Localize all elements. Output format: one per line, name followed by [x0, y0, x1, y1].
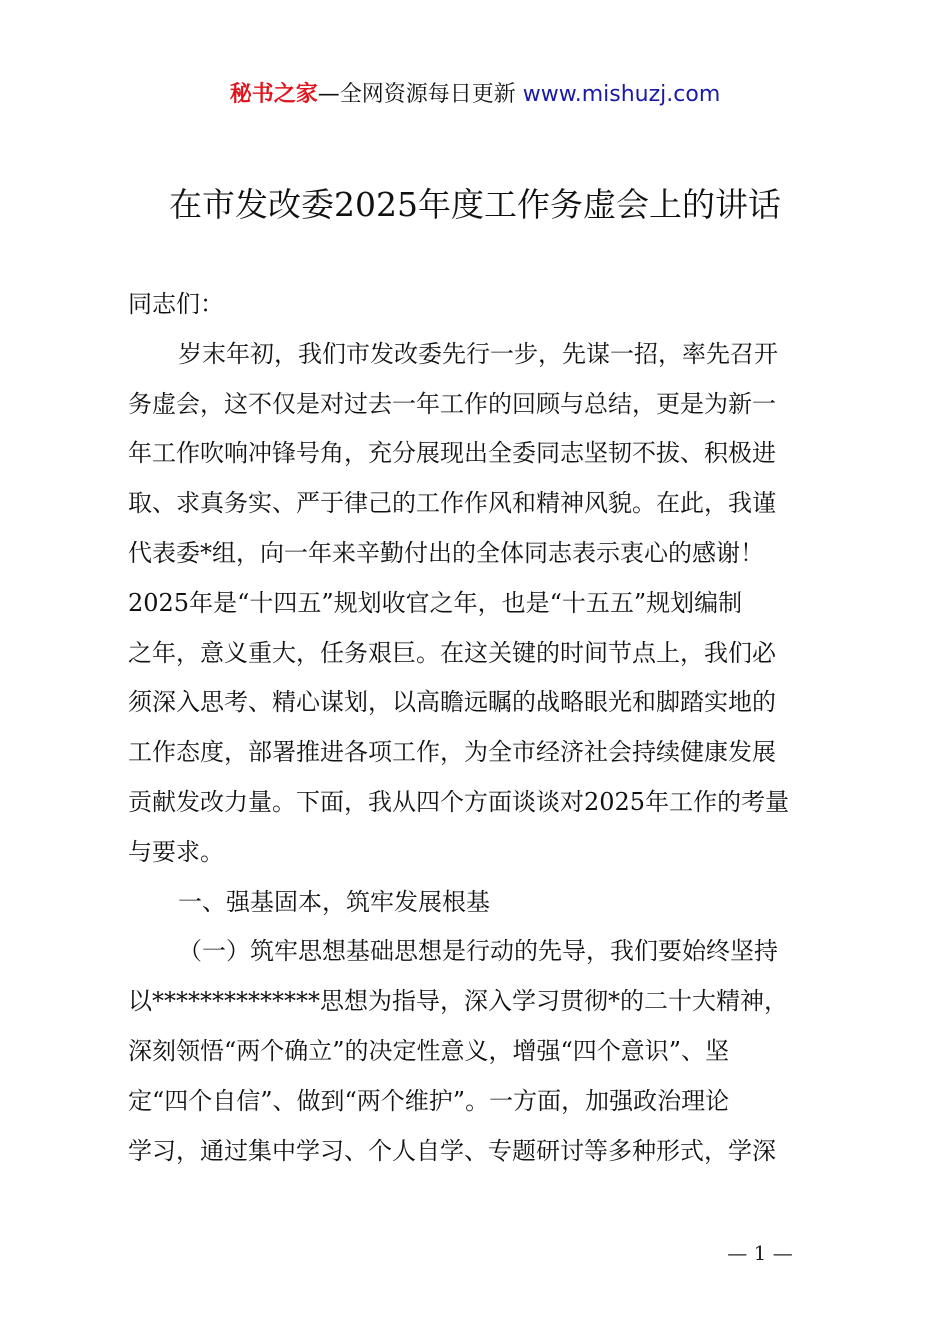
body-line: 岁末年初，我们市发改委先行一步，先谋一招，率先召开 [178, 339, 778, 368]
body-line: 以**************思想为指导，深入学习贯彻*的二十大精神， [128, 987, 788, 1016]
header-brand: 秘书之家 [229, 82, 318, 107]
body-line: （一）筑牢思想基础思想是行动的先导，我们要始终坚持 [178, 937, 778, 966]
salutation: 同志们： [128, 290, 224, 318]
body-line: 务虚会，这不仅是对过去一年工作的回顾与总结，更是为新一 [128, 389, 776, 418]
document-title: 在市发改委2025年度工作务虚会上的讲话 [169, 185, 781, 224]
body-line: 定“四个自信”、做到“两个维护”。一方面，加强政治理论 [128, 1086, 730, 1115]
header-url-link[interactable]: www.mishuzj.com [522, 82, 721, 107]
body-line: 年工作吹响冲锋号角，充分展现出全委同志坚韧不拔、积极进 [128, 439, 776, 468]
body-line: 深刻领悟“两个确立”的决定性意义，增强“四个意识”、坚 [128, 1036, 730, 1065]
body-line: 贡献发改力量。下面，我从四个方面谈谈对2025年工作的考量 [128, 787, 790, 816]
page-number: — 1 — [727, 1241, 793, 1265]
header-slogan: —全网资源每日更新 [317, 82, 516, 107]
section-heading: 一、强基固本，筑牢发展根基 [178, 887, 490, 916]
body-line: 之年，意义重大，任务艰巨。在这关键的时间节点上，我们必 [128, 638, 776, 667]
body-line: 取、求真务实、严于律己的工作作风和精神风貌。在此，我谨 [128, 489, 776, 518]
document-body [128, 280, 836, 1176]
body-line: 工作态度，部署推进各项工作，为全市经济社会持续健康发展 [128, 738, 776, 767]
body-line: 2025年是“十四五”规划收官之年，也是“十五五”规划编制 [128, 588, 743, 617]
body-line: 与要求。 [128, 837, 224, 866]
body-line: 学习，通过集中学习、个人自学、专题研讨等多种形式，学深 [128, 1136, 776, 1165]
body-line: 代表委*组，向一年来辛勤付出的全体同志表示衷心的感谢！ [128, 538, 764, 567]
site-header [0, 78, 950, 112]
body-line: 须深入思考、精心谋划，以高瞻远瞩的战略眼光和脚踏实地的 [128, 688, 776, 717]
